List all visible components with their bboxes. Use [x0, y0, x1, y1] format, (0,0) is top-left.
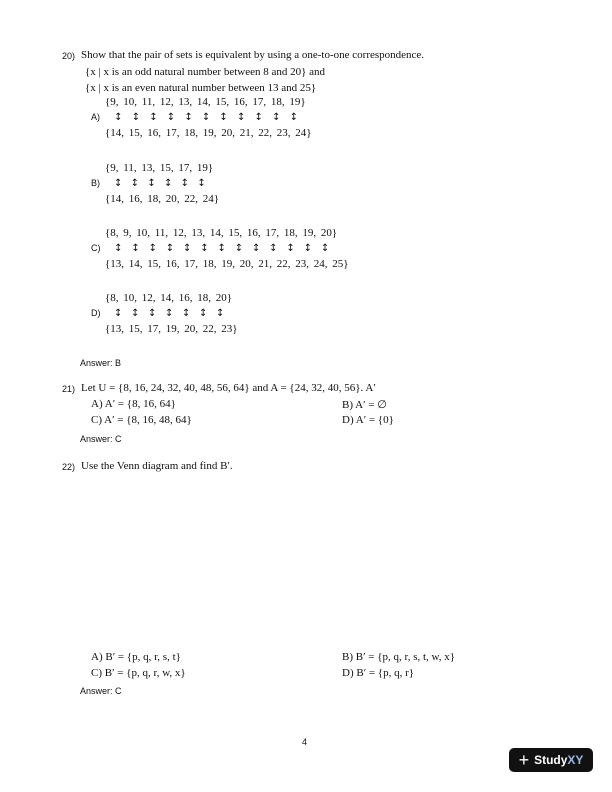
question-21-option-c: C) A′ = {8, 16, 48, 64} — [91, 414, 192, 426]
correspondence-arrow-icon: ↕ — [180, 178, 190, 189]
correspondence-arrow-icon: ↕ — [130, 178, 140, 189]
question-20-option-label: C) — [91, 243, 101, 253]
question-number-21: 21) — [62, 384, 76, 394]
question-20-set-top-row: {9, 11, 13, 15, 17, 19} — [105, 162, 214, 174]
question-21-prompt: Let U = {8, 16, 24, 32, 40, 48, 56, 64} and A = {24, 32, 40, 56}. A′ — [81, 382, 376, 394]
question-number-20: 20) — [62, 51, 76, 61]
question-number-22: 22) — [62, 462, 76, 472]
correspondence-arrow-icon: ↕ — [182, 308, 191, 319]
correspondence-arrow-icon: ↕ — [320, 243, 330, 254]
correspondence-arrow-icon: ↕ — [183, 243, 192, 254]
correspondence-arrow-icon: ↕ — [272, 112, 281, 123]
correspondence-arrow-icon: ↕ — [114, 112, 123, 123]
correspondence-arrow-icon: ↕ — [236, 112, 246, 123]
question-20-option-label: D) — [91, 308, 101, 318]
question-22-option-b: B) B′ = {p, q, r, s, t, w, x} — [342, 651, 456, 663]
question-20-set-bottom-row: {13, 15, 17, 19, 20, 22, 23} — [105, 323, 238, 335]
correspondence-arrow-icon: ↕ — [165, 308, 174, 319]
question-20-set-bottom-row: {14, 15, 16, 17, 18, 19, 20, 21, 22, 23, 24} — [105, 127, 312, 139]
correspondence-arrow-icon: ↕ — [219, 112, 228, 123]
correspondence-arrow-icon: ↕ — [114, 178, 123, 189]
question-20-set-top-row: {8, 10, 12, 14, 16, 18, 20} — [105, 292, 233, 304]
correspondence-arrow-icon: ↕ — [148, 308, 157, 319]
correspondence-arrow-icon: ↕ — [131, 308, 140, 319]
correspondence-arrow-icon: ↕ — [303, 243, 313, 254]
brand-name-b: XY — [567, 753, 584, 767]
correspondence-arrow-icon: ↕ — [148, 243, 157, 254]
correspondence-arrow-icon: ↕ — [197, 178, 206, 189]
correspondence-arrow-icon: ↕ — [114, 308, 123, 319]
question-20-answer: Answer: B — [80, 358, 122, 368]
question-20-set-1: {x | x is an odd natural number between 8 and 20} and — [85, 66, 326, 78]
brand-name-a: Study — [534, 753, 568, 767]
question-20-set-top-row: {8, 9, 10, 11, 12, 13, 14, 15, 16, 17, 18, 19, 20} — [105, 227, 338, 239]
correspondence-arrow-icon: ↕ — [269, 243, 278, 254]
question-20-option-label: A) — [91, 112, 100, 122]
correspondence-arrow-icon: ↕ — [184, 112, 193, 123]
question-22-option-d: D) B′ = {p, q, r} — [342, 667, 415, 679]
correspondence-arrow-icon: ↕ — [164, 178, 173, 189]
correspondence-arrow-icon: ↕ — [201, 112, 211, 123]
correspondence-arrow-icon: ↕ — [286, 243, 295, 254]
question-22-prompt: Use the Venn diagram and find B′. — [81, 460, 233, 472]
question-22-answer: Answer: C — [80, 686, 122, 696]
correspondence-arrow-icon: ↕ — [251, 243, 261, 254]
correspondence-arrow-icon: ↕ — [254, 112, 263, 123]
page-number: 4 — [302, 737, 308, 747]
correspondence-arrow-icon: ↕ — [217, 243, 226, 254]
question-20-option-label: B) — [91, 178, 100, 188]
question-20-prompt: Show that the pair of sets is equivalent by using a one-to-one correspondence. — [81, 49, 425, 61]
question-20-set-bottom-row: {13, 14, 15, 16, 17, 18, 19, 20, 21, 22, 23, 24, 25} — [105, 258, 349, 270]
question-21-option-a: A) A′ = {8, 16, 64} — [91, 398, 176, 410]
question-21-option-b: B) A′ = ∅ — [342, 399, 387, 411]
correspondence-arrow-icon: ↕ — [131, 243, 140, 254]
correspondence-arrow-icon: ↕ — [114, 243, 123, 254]
correspondence-arrow-icon: ↕ — [234, 243, 244, 254]
correspondence-arrow-icon: ↕ — [131, 112, 141, 123]
question-22-option-c: C) B′ = {p, q, r, w, x} — [91, 667, 186, 679]
correspondence-arrow-icon: ↕ — [166, 112, 176, 123]
question-20-set-2: {x | x is an even natural number between 13 and 25} — [85, 82, 317, 94]
question-20-set-bottom-row: {14, 16, 18, 20, 22, 24} — [105, 193, 220, 205]
studyxy-badge[interactable] — [509, 748, 593, 772]
correspondence-arrow-icon: ↕ — [165, 243, 175, 254]
question-21-answer: Answer: C — [80, 434, 122, 444]
correspondence-arrow-icon: ↕ — [199, 308, 208, 319]
question-22-option-a: A) B′ = {p, q, r, s, t} — [91, 651, 181, 663]
correspondence-arrow-icon: ↕ — [289, 112, 298, 123]
question-21-option-d: D) A′ = {0} — [342, 414, 394, 426]
correspondence-arrow-icon: ↕ — [149, 112, 158, 123]
correspondence-arrow-icon: ↕ — [216, 308, 225, 319]
plus-icon: + — [518, 750, 530, 770]
correspondence-arrow-icon: ↕ — [200, 243, 209, 254]
correspondence-arrow-icon: ↕ — [147, 178, 156, 189]
question-20-set-top-row: {9, 10, 11, 12, 13, 14, 15, 16, 17, 18, 19} — [105, 96, 306, 108]
